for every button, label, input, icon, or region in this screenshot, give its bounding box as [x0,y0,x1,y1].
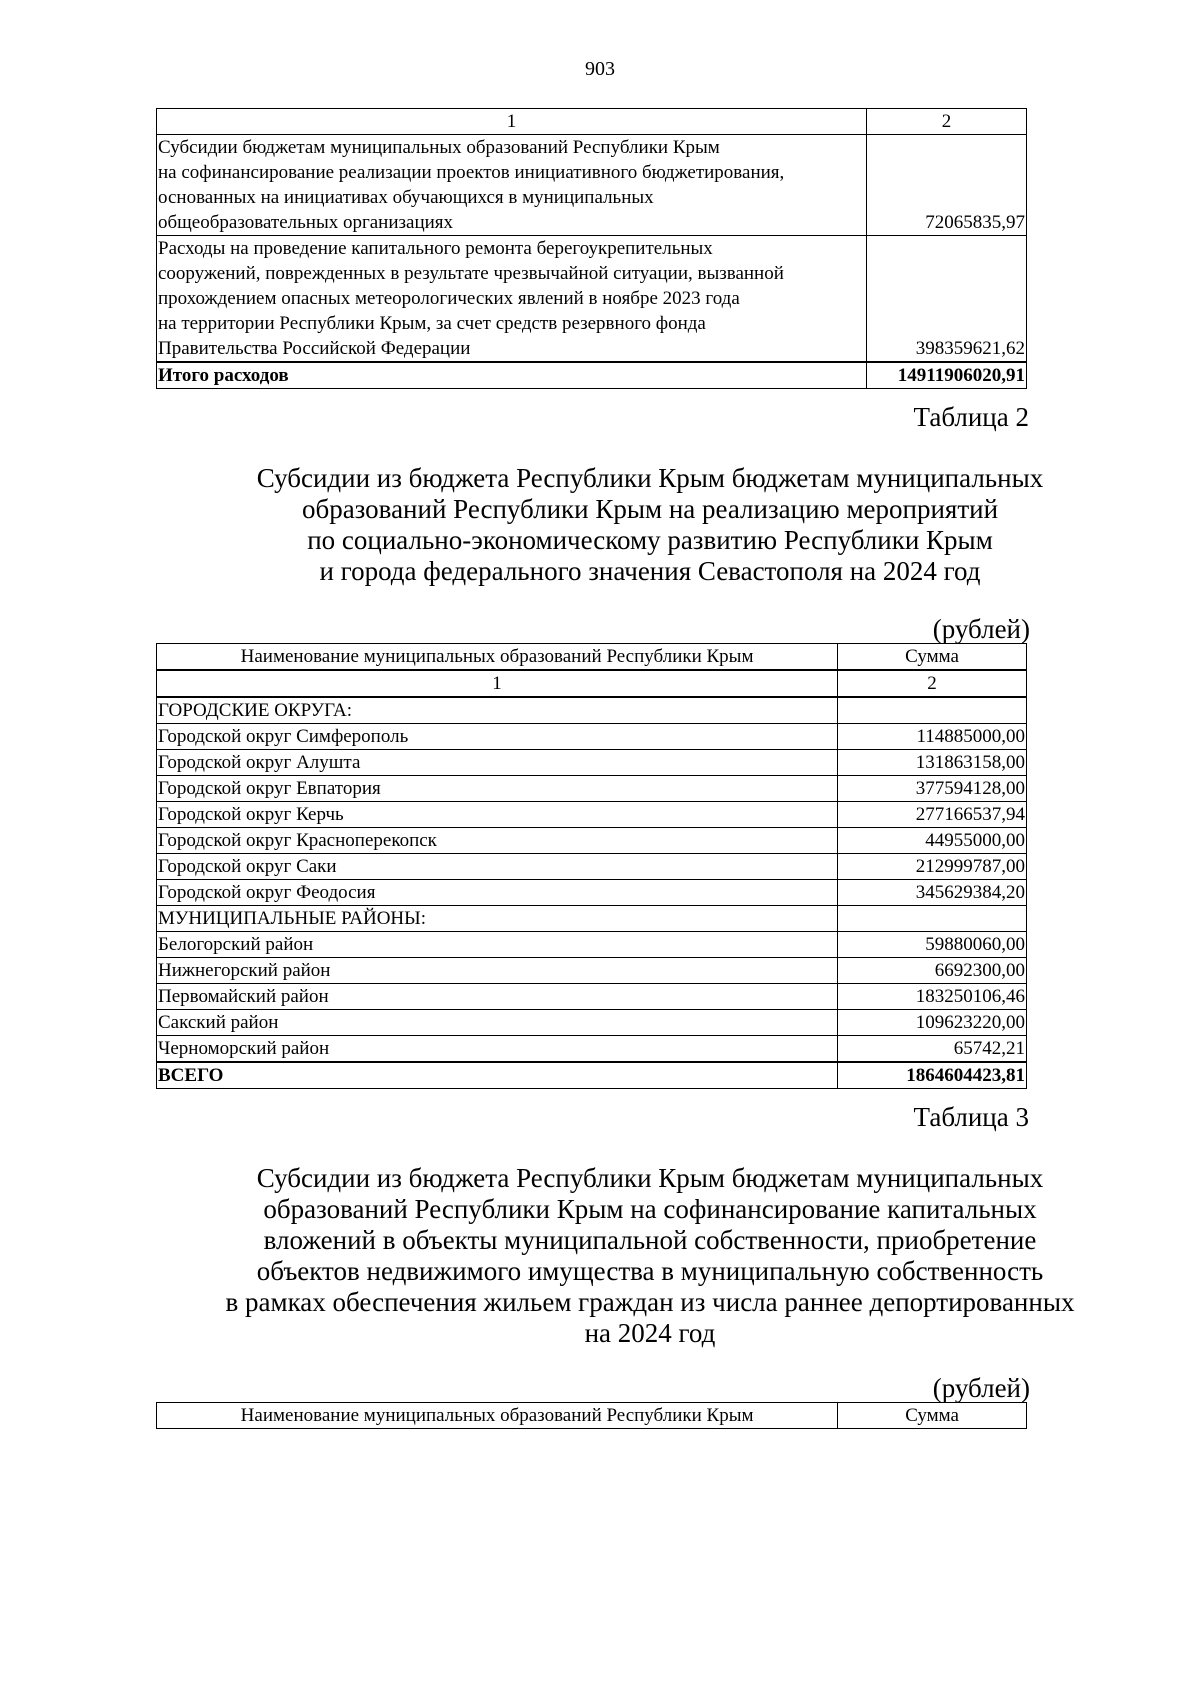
table-row [157,236,1027,363]
column-number-row [157,670,1027,697]
table-header-row [157,644,1027,671]
municipality-value: 131863158,00 [838,750,1027,776]
table-row [157,802,1027,828]
column-number: 2 [867,109,1027,135]
column-number: 1 [157,109,867,135]
column-header-sum: Сумма [838,644,1027,671]
expense-name: Расходы на проведение капитального ремонта берегоукрепительных сооружений, поврежденных в результате чрезвычайной ситуации, вызванной прохождением опасных метеорологических явлений в ноябре 2023 года на территории Республики Крым, за счет средств резервного фонда Правительства Российской Федерации [157,236,867,363]
table-row [157,828,1027,854]
municipality-value: 377594128,00 [838,776,1027,802]
municipality-name: Белогорский район [157,932,838,958]
expense-value: 72065835,97 [867,135,1027,236]
table-row [157,1010,1027,1036]
column-header-name: Наименование муниципальных образований Республики Крым [157,644,838,671]
total-value: 14911906020,91 [867,362,1027,389]
column-number: 2 [838,670,1027,697]
subsidies-table [156,643,1027,1089]
capital-investment-table [156,1402,1027,1429]
expense-value: 398359621,62 [867,236,1027,363]
municipality-name: Городской округ Феодосия [157,880,838,906]
municipality-name: Городской округ Керчь [157,802,838,828]
table-caption: Таблица 2 [913,402,1029,432]
unit-label: (рублей) [932,1373,1030,1403]
expense-name: Субсидии бюджетам муниципальных образований Республики Крым на софинансирование реализации проектов инициативного бюджетирования, основанных на инициативах обучающихся в муниципальных общеобразовательных организациях [157,135,867,236]
municipality-name: Городской округ Симферополь [157,724,838,750]
municipality-name: Городской округ Алушта [157,750,838,776]
group-empty-cell [838,697,1027,724]
table-row [157,750,1027,776]
total-label: Итого расходов [157,362,867,389]
table-row [157,135,1027,236]
column-number: 1 [157,670,838,697]
municipality-value: 212999787,00 [838,854,1027,880]
table-header-row [157,109,1027,135]
municipality-value: 114885000,00 [838,724,1027,750]
municipality-value: 59880060,00 [838,932,1027,958]
table-row [157,984,1027,1010]
table-row [157,880,1027,906]
table-row [157,958,1027,984]
municipality-name: Городской округ Саки [157,854,838,880]
municipality-value: 277166537,94 [838,802,1027,828]
group-empty-cell [838,906,1027,932]
table-row [157,776,1027,802]
municipality-name: Городской округ Евпатория [157,776,838,802]
municipality-value: 6692300,00 [838,958,1027,984]
municipality-name: Нижнегорский район [157,958,838,984]
table-row [157,724,1027,750]
municipality-value: 109623220,00 [838,1010,1027,1036]
total-label: ВСЕГО [157,1062,838,1089]
municipality-value: 44955000,00 [838,828,1027,854]
total-value: 1864604423,81 [838,1062,1027,1089]
group-label: МУНИЦИПАЛЬНЫЕ РАЙОНЫ: [157,906,838,932]
group-label: ГОРОДСКИЕ ОКРУГА: [157,697,838,724]
municipality-name: Черноморский район [157,1036,838,1063]
column-header-sum: Сумма [838,1403,1027,1429]
municipality-name: Первомайский район [157,984,838,1010]
unit-label: (рублей) [932,614,1030,644]
total-row [157,362,1027,389]
total-row [157,1062,1027,1089]
table-title: Субсидии из бюджета Республики Крым бюджетам муниципальных образований Республики Крым на реализацию мероприятий по социально-экономическому развитию Республики Крым и города федерального значения Севастополя на 2024 год [256,463,1044,586]
table-header-row [157,1403,1027,1429]
municipality-value: 65742,21 [838,1036,1027,1063]
page-number: 903 [585,58,615,80]
expenses-table [156,108,1027,389]
table-caption: Таблица 3 [913,1102,1029,1132]
group-row [157,697,1027,724]
table-row [157,932,1027,958]
table-title: Субсидии из бюджета Республики Крым бюджетам муниципальных образований Республики Крым на софинансирование капитальных вложений в объекты муниципальной собственности, приобретение объектов недвижимого имущества в муниципальную собственность в рамках обеспечения жильем граждан из числа раннее депортированных на 2024 год [225,1163,1075,1348]
group-row [157,906,1027,932]
column-header-name: Наименование муниципальных образований Республики Крым [157,1403,838,1429]
municipality-value: 183250106,46 [838,984,1027,1010]
municipality-name: Сакский район [157,1010,838,1036]
municipality-value: 345629384,20 [838,880,1027,906]
table-row [157,1036,1027,1063]
municipality-name: Городской округ Красноперекопск [157,828,838,854]
table-row [157,854,1027,880]
